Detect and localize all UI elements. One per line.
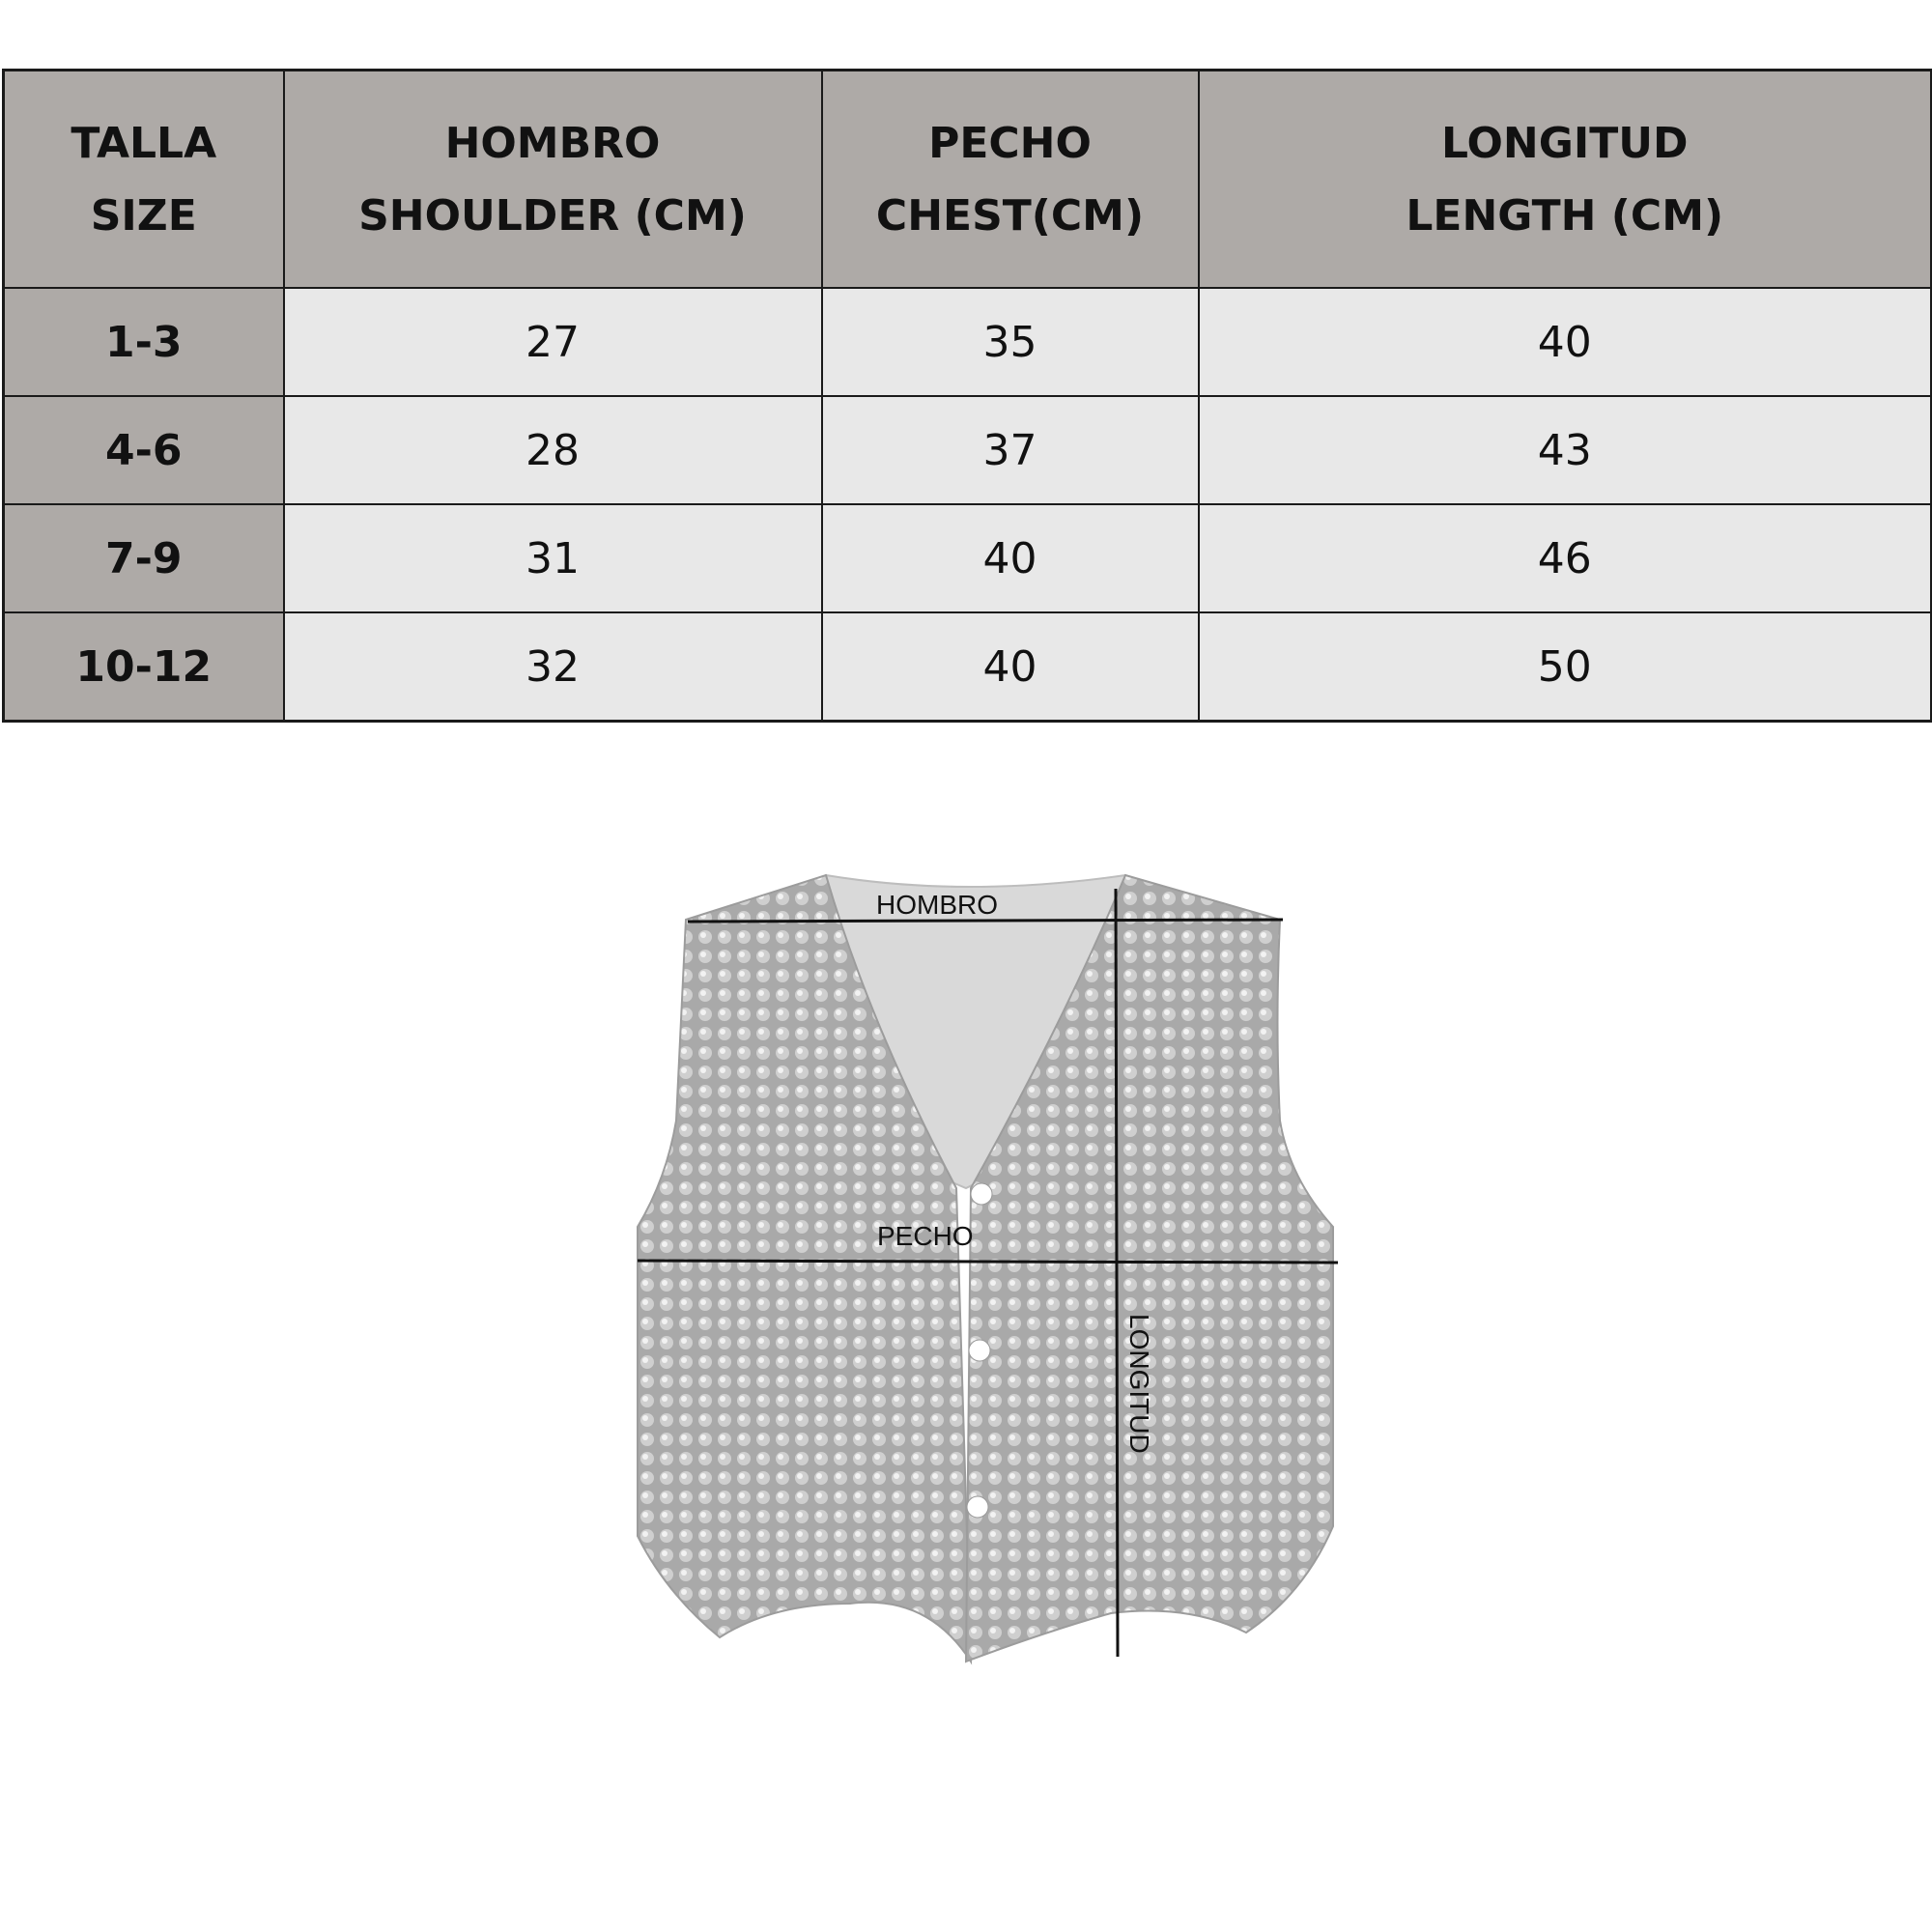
header-chest: PECHO CHEST(CM) xyxy=(822,71,1199,289)
length-cell: 46 xyxy=(1199,504,1932,612)
shoulder-measure-line xyxy=(688,920,1283,922)
header-row xyxy=(4,71,1932,289)
size-cell: 4-6 xyxy=(4,396,284,504)
chest-cell: 37 xyxy=(822,396,1199,504)
table-row xyxy=(4,504,1932,612)
vest-button-middle xyxy=(969,1340,990,1361)
size-chart-table xyxy=(2,69,1932,723)
table-row xyxy=(4,612,1932,722)
header-size: TALLA SIZE xyxy=(4,71,284,289)
shoulder-cell: 27 xyxy=(284,288,822,396)
shoulder-label: HOMBRO xyxy=(876,890,998,920)
shoulder-cell: 31 xyxy=(284,504,822,612)
chest-measure-line xyxy=(638,1261,1338,1263)
shoulder-cell: 32 xyxy=(284,612,822,722)
vest-button-top xyxy=(971,1183,992,1205)
chest-label: PECHO xyxy=(877,1221,974,1251)
length-cell: 50 xyxy=(1199,612,1932,722)
table-row xyxy=(4,288,1932,396)
size-chart-body xyxy=(4,288,1932,722)
header-length: LONGITUD LENGTH (CM) xyxy=(1199,71,1932,289)
size-cell: 7-9 xyxy=(4,504,284,612)
length-cell: 40 xyxy=(1199,288,1932,396)
length-cell: 43 xyxy=(1199,396,1932,504)
vest-illustration xyxy=(0,831,1932,1700)
vest-diagram xyxy=(0,831,1932,1700)
shoulder-cell: 28 xyxy=(284,396,822,504)
size-chart-header xyxy=(4,71,1932,289)
length-measure-line xyxy=(1116,889,1118,1657)
vest-button-bottom xyxy=(967,1496,988,1518)
table-row xyxy=(4,396,1932,504)
size-cell: 10-12 xyxy=(4,612,284,722)
chest-cell: 40 xyxy=(822,504,1199,612)
chest-cell: 35 xyxy=(822,288,1199,396)
chest-cell: 40 xyxy=(822,612,1199,722)
length-label: LONGITUD xyxy=(1124,1314,1154,1454)
size-cell: 1-3 xyxy=(4,288,284,396)
header-shoulder: HOMBRO SHOULDER (CM) xyxy=(284,71,822,289)
